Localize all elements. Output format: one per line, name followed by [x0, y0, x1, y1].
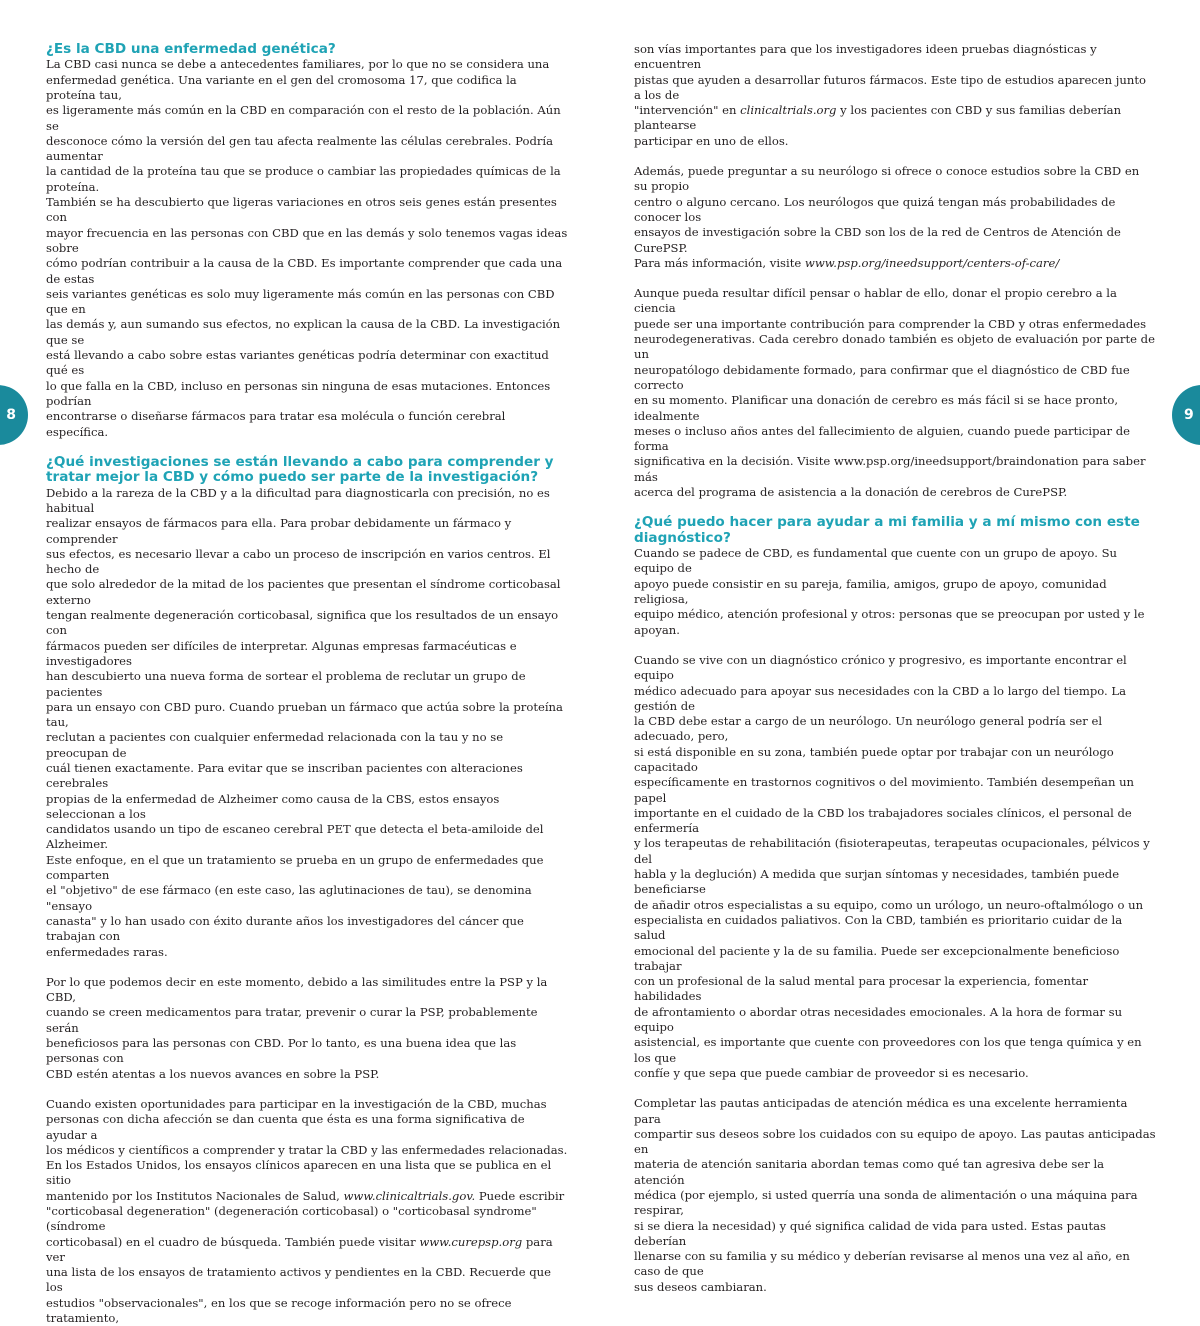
spacer — [634, 500, 1156, 515]
heading-genetic-disease: ¿Es la CBD una enfermedad genética? — [46, 41, 336, 57]
right-column — [634, 42, 1156, 1295]
participation-text-b: Puede escribir "corticobasal degeneration" (degeneración corticobasal) o "corticobasal syndrome" (síndrome corticobasal) en el cuadro de búsqueda. También puede visitar — [46, 1188, 565, 1249]
heading-family-line1: ¿Qué puedo hacer para ayudar a mi familia y a mí mismo con este — [634, 514, 1140, 531]
heading-research-line2: tratar mejor la CBD y cómo puedo ser parte de la investigación? — [46, 469, 539, 486]
spacer — [634, 149, 1156, 164]
clinicaltrials-link[interactable]: www.clinicaltrials.gov. — [343, 1188, 476, 1203]
clinicaltrials-org-link[interactable]: clinicaltrials.org — [740, 103, 837, 118]
heading-research — [46, 455, 568, 486]
left-column — [46, 42, 568, 1326]
paragraph-research-trials: Debido a la rareza de la CBD y a la dificultad para diagnosticarla con precisión, no es habitual realizar ensayos de fármacos para ella. Para probar debidamente un fármaco y comprender sus efectos, es necesario llevar a cabo un proceso de inscripción en varios centros. El hecho de que solo alrededor de la mitad de los pacientes que presentan el síndrome corticobasal externo tengan realmente degeneración corticobasal, significa que los resultados de un ensayo con fármacos pueden ser difíciles de interpretar. Algunas empresas farmacéuticas e investigadores han descubierto una nueva forma de sortear el problema de reclutar un grupo de pacientes para un ensayo con CBD puro. Cuando prueban un fármaco que actúa sobre la proteína tau, reclutan a pacientes con cualquier enfermedad relacionada con la tau y no se preocupan de cuál tienen exactamente. Para evitar que se inscriban pacientes con alteraciones cerebrales propias de la enfermedad de Alzheimer como causa de la CBS, estos ensayos seleccionan a los candidatos usando un tipo de escaneo cerebral PET que detecta el beta-amiloide del Alzheimer. Este enfoque, en el que un tratamiento se prueba en un grupo de enfermedades que comparten el "objetivo" de ese fármaco (en este caso, las aglutinaciones de tau), se denomina "ensayo canasta" y lo han usado con éxito durante años los investigadores del cáncer que trabajan con enfermedades raras. — [46, 485, 563, 959]
paragraph-psp-similarity: Por lo que podemos decir en este momento, debido a las similitudes entre la PSP y la CBD, cuando se creen medicamentos para tratar, prevenir o curar la PSP, probablemente serán beneficiosos para las personas con CBD. Por lo tanto, es una buena idea que las personas con CBD estén atentas a los nuevos avances en sobre la PSP. — [46, 974, 548, 1081]
paragraph-participation — [46, 1097, 568, 1326]
continuation-text-b: y los pacientes con CBD y sus familias deberían plantearse participar en uno de ellos. — [634, 103, 1122, 148]
spacer — [634, 1081, 1156, 1096]
page-number-left: 8 — [6, 407, 16, 423]
heading-family-line2: diagnóstico? — [634, 529, 731, 546]
spacer — [46, 960, 568, 975]
page-number-tab-left — [0, 385, 28, 445]
paragraph-care-team: Cuando se vive con un diagnóstico crónico y progresivo, es importante encontrar el equipo médico adecuado para apoyar sus necesidades con la CBD a lo largo del tiempo. La gestión de la CBD debe estar a cargo de un neurólogo. Un neurólogo general podría ser el adecuado, pero, si está disponible en su zona, también puede optar por trabajar con un neurólogo capacitado específicamente en trastornos cognitivos o del movimiento. También desempeñan un papel importante en el cuidado de la CBD los trabajadores sociales clínicos, el personal de enfermería y los terapeutas de rehabilitación (fisioterapeutas, terapeutas ocupacionales, pélvicos y del habla y la deglución) A medida que surjan síntomas y necesidades, también puede beneficiarse de añadir otros especialistas a su equipo, como un urólogo, un neuro-oftalmólogo o un especialista en cuidados paliativos. Con la CBD, también es prioritario cuidar de la salud emocional del paciente y la de su familia. Puede ser excepcionalmente beneficioso trabajar con un profesional de la salud mental para procesar la experiencia, fomentar habilidades de afrontamiento o abordar otras necesidades emocionales. A la hora de formar su equipo asistencial, es importante que cuente con proveedores con los que tenga química y en los que confíe y que sepa que puede cambiar de proveedor si es necesario. — [634, 652, 1150, 1080]
paragraph-advance-directives: Completar las pautas anticipadas de atención médica es una excelente herramienta para compartir sus deseos sobre los cuidados con su equipo de apoyo. Las pautas anticipadas en materia de atención sanitaria abordan temas como qué tan agresiva debe ser la atención médica (por ejemplo, si usted querría una sonda de alimentación o una máquina para respirar, si se diera la necesidad) y qué significa calidad de vida para usted. Estas pautas deberían llenarse con su familia y su médico y deberían revisarse al menos una vez al año, en caso de que sus deseos cambiaran. — [634, 1096, 1156, 1294]
page-number-tab-right — [1172, 385, 1200, 445]
paragraph-genetic: La CBD casi nunca se debe a antecedentes familiares, por lo que no se considera una enfermedad genética. Una variante en el gen del cromosoma 17, que codifica la proteína tau, es ligeramente más común en la CBD en comparación con el resto de la población. Aún se desconoce cómo la versión del gen tau afecta realmente las células cerebrales. Podría aumentar la cantidad de la proteína tau que se produce o cambiar las propiedades químicas de la proteína. También se ha descubierto que ligeras variaciones en otros seis genes están presentes con mayor frecuencia en las personas con CBD que en las demás y solo tenemos vagas ideas sobre cómo podrían contribuir a la causa de la CBD. Es importante comprender que cada una de estas seis variantes genéticas es solo muy ligeramente más común en las personas con CBD que en las demás y, aun sumando sus efectos, no explican la causa de la CBD. La investigación que se está llevando a cabo sobre estas variantes genéticas podría determinar con exactitud qué es lo que falla en la CBD, incluso en personas sin ninguna de esas mutaciones. Entonces podrían encontrarse o diseñarse fármacos para tratar esa molécula o función cerebral específica. — [46, 57, 568, 439]
paragraph-neurologist — [634, 164, 1156, 271]
spacer — [46, 1082, 568, 1097]
paragraph-support-group: Cuando se padece de CBD, es fundamental que cuente con un grupo de apoyo. Su equipo de apoyo puede consistir en su pareja, familia, amigos, grupo de apoyo, comunidad religiosa, equipo médico, atención profesional y otros: personas que se preocupan por usted y le apoyan. — [634, 546, 1145, 637]
neurologist-text: Además, puede preguntar a su neurólogo si ofrece o conoce estudios sobre la CBD en su propio centro o alguno cercano. Los neurólogos que quizá tengan más probabilidades de conocer los ensayos de investigación sobre la CBD son los de la red de Centros de Atención de CurePSP. Para más información, visite — [634, 164, 1140, 270]
right-page — [600, 0, 1200, 1294]
continuation-text-a: son vías importantes para que los investigadores ideen pruebas diagnósticas y encuentren pistas que ayuden a desarrollar futuros fármacos. Este tipo de estudios aparecen junto a los de "intervención" en — [634, 42, 1146, 118]
spacer — [634, 271, 1156, 286]
heading-research-line1: ¿Qué investigaciones se están llevando a cabo para comprender y — [46, 453, 554, 470]
paragraph-continuation — [634, 42, 1156, 149]
paragraph-brain-donation: Aunque pueda resultar difícil pensar o hablar de ello, donar el propio cerebro a la ciencia puede ser una importante contribución para comprender la CBD y otras enfermedades neurodegenerativas. Cada cerebro donado también es objeto de evaluación por parte de un neuropatólogo debidamente formado, para confirmar que el diagnóstico de CBD fue correcto en su momento. Planificar una donación de cerebro es más fácil si se hace pronto, idealmente meses o incluso años antes del fallecimiento de alguien, cuando puede participar de forma significativa en la decisión. Visite www.psp.org/ineedsupport/braindonation para saber más acerca del programa de asistencia a la donación de cerebros de CurePSP. — [634, 286, 1155, 500]
spacer — [46, 440, 568, 455]
heading-family-help — [634, 515, 1156, 546]
centers-of-care-link[interactable]: www.psp.org/ineedsupport/centers-of-care/ — [804, 255, 1060, 270]
participation-text-a: Cuando existen oportunidades para participar en la investigación de la CBD, muchas personas con dicha afección se dan cuenta que ésta es una forma significativa de ayudar a los médicos y científicos a comprender y tratar la CBD y las enfermedades relacionadas. En los Estados Unidos, los ensayos clínicos aparecen en una lista que se publica en el sitio mantenido por los Institutos Nacionales de Salud, — [46, 1096, 568, 1203]
spacer — [634, 638, 1156, 653]
participation-text-c: para ver una lista de los ensayos de tratamiento activos y pendientes en la CBD. Recuerde que los estudios "observacionales", en los que se recoge información pero no se ofrece tratamiento, — [46, 1234, 553, 1326]
page-number-right: 9 — [1184, 407, 1194, 423]
curepsp-link[interactable]: www.curepsp.org — [419, 1234, 523, 1249]
